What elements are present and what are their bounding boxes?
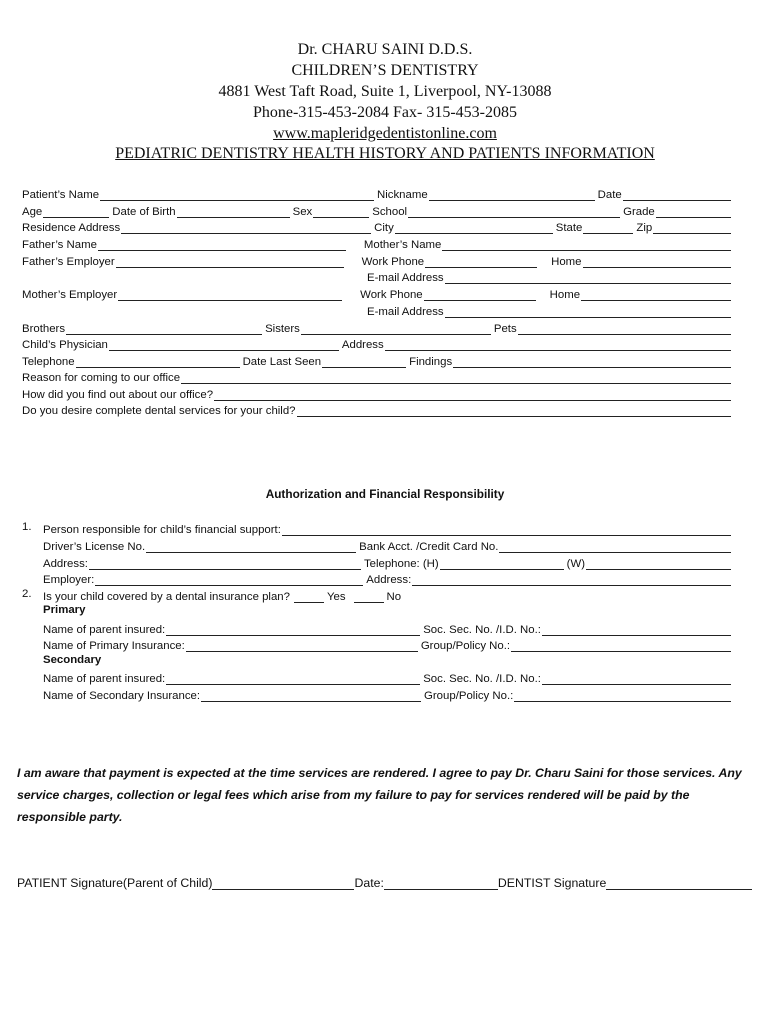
date-last-seen-field[interactable]: [322, 355, 406, 368]
row-telephone: [22, 352, 734, 368]
row-primary-parent: [43, 620, 734, 636]
row-resp-address: [43, 554, 734, 570]
secondary-ssn-label: Soc. Sec. No. /I.D. No.:: [423, 673, 541, 685]
row-fathers-employer: [22, 252, 734, 268]
bank-acct-field[interactable]: [499, 540, 731, 553]
grade-label: Grade: [623, 206, 655, 218]
physician-label: Child’s Physician: [22, 339, 108, 351]
signature-date-label: Date:: [354, 876, 384, 890]
resp-address-label: Address:: [43, 558, 88, 570]
sex-field[interactable]: [313, 205, 369, 218]
secondary-parent-field[interactable]: [166, 672, 420, 685]
sisters-field[interactable]: [301, 322, 491, 335]
mothers-name-label: Mother’s Name: [363, 239, 442, 251]
state-label: State: [555, 222, 583, 234]
practice-website[interactable]: www.mapleridgedentistonline.com: [273, 125, 497, 142]
resp-address-field[interactable]: [89, 557, 361, 570]
age-field[interactable]: [43, 205, 109, 218]
physician-address-field[interactable]: [385, 338, 731, 351]
secondary-group-field[interactable]: [514, 689, 731, 702]
desire-services-field[interactable]: [297, 404, 731, 417]
employer-field[interactable]: [95, 573, 363, 586]
brothers-field[interactable]: [66, 322, 262, 335]
mother-email-label: E-mail Address: [367, 306, 444, 318]
mother-work-phone-label: Work Phone: [360, 289, 423, 301]
telephone-label: Telephone: [22, 356, 75, 368]
row-reason: [22, 368, 734, 384]
findings-label: Findings: [409, 356, 453, 368]
row-desire-services: [22, 401, 734, 417]
grade-field[interactable]: [656, 205, 731, 218]
row-secondary-parent: [43, 669, 734, 685]
row-employer: [43, 570, 734, 586]
no-label: No: [386, 591, 402, 603]
form-title: [0, 145, 770, 163]
secondary-group-label: Group/Policy No.:: [424, 690, 514, 702]
payment-statement: I am aware that payment is expected at the time services are rendered. I agree to pay Dr. Charu Saini for those services. Any service charges, collection or legal fees which arise from my failure to pay for services rendered will be paid by the responsible party.: [17, 766, 742, 824]
state-field[interactable]: [583, 221, 633, 234]
pets-label: Pets: [493, 323, 517, 335]
employer-address-field[interactable]: [412, 573, 731, 586]
drivers-license-field[interactable]: [146, 540, 356, 553]
row-fathers-name: [22, 235, 734, 251]
residence-label: Residence Address: [22, 222, 121, 234]
physician-field[interactable]: [109, 338, 339, 351]
desire-services-label: Do you desire complete dental services for your child?: [22, 405, 296, 417]
secondary-insurance-field[interactable]: [201, 689, 421, 702]
fathers-name-field[interactable]: [98, 238, 346, 251]
mother-home-field[interactable]: [581, 288, 731, 301]
mothers-employer-field[interactable]: [118, 288, 342, 301]
row-mothers-employer: [22, 285, 734, 301]
zip-field[interactable]: [653, 221, 731, 234]
date-label: Date: [597, 189, 622, 201]
fathers-employer-label: Father’s Employer: [22, 256, 115, 268]
row-insurance-question: [43, 587, 443, 603]
primary-ssn-field[interactable]: [542, 623, 731, 636]
row-age: [22, 202, 734, 218]
drivers-license-label: Driver’s License No.: [43, 541, 146, 553]
practice-phone-fax: Phone-315-453-2084 Fax- 315-453-2085: [253, 104, 517, 121]
responsible-field[interactable]: [282, 523, 731, 536]
patient-name-field[interactable]: [100, 188, 374, 201]
row-how-found: [22, 385, 734, 401]
father-home-field[interactable]: [583, 255, 731, 268]
age-label: Age: [22, 206, 43, 218]
mothers-employer-label: Mother’s Employer: [22, 289, 118, 301]
city-label: City: [374, 222, 394, 234]
item-number-2: 2.: [22, 588, 32, 600]
telephone-field[interactable]: [76, 355, 240, 368]
secondary-heading: Secondary: [43, 654, 102, 666]
row-father-email: [367, 268, 734, 284]
row-siblings: [22, 319, 734, 335]
primary-heading: Primary: [43, 604, 86, 616]
telephone-w-label: (W): [566, 558, 586, 570]
primary-parent-field[interactable]: [166, 623, 420, 636]
row-secondary-insurance: [43, 686, 734, 702]
city-field[interactable]: [395, 221, 553, 234]
date-field[interactable]: [623, 188, 731, 201]
school-label: School: [372, 206, 408, 218]
practice-address: 4881 West Taft Road, Suite 1, Liverpool, NY-13088: [218, 83, 552, 100]
father-work-phone-label: Work Phone: [361, 256, 425, 268]
sisters-label: Sisters: [265, 323, 300, 335]
signature-row: [17, 876, 752, 890]
pets-field[interactable]: [518, 322, 731, 335]
practice-name: Dr. CHARU SAINI D.D.S.: [297, 41, 473, 58]
telephone-h-field[interactable]: [440, 557, 564, 570]
how-found-field[interactable]: [214, 388, 731, 401]
authorization-title: Authorization and Financial Responsibility: [265, 487, 505, 501]
primary-parent-label: Name of parent insured:: [43, 624, 166, 636]
insurance-yes-field[interactable]: [294, 590, 324, 603]
school-field[interactable]: [408, 205, 620, 218]
form-title-text: PEDIATRIC DENTISTRY HEALTH HISTORY AND PATIENTS INFORMATION: [115, 145, 655, 162]
brothers-label: Brothers: [22, 323, 66, 335]
nickname-label: Nickname: [377, 189, 428, 201]
primary-insurance-label: Name of Primary Insurance:: [43, 640, 185, 652]
patient-signature-label: PATIENT Signature(Parent of Child): [17, 876, 213, 890]
secondary-parent-label: Name of parent insured:: [43, 673, 166, 685]
telephone-w-field[interactable]: [586, 557, 731, 570]
fathers-name-label: Father’s Name: [22, 239, 97, 251]
father-email-label: E-mail Address: [367, 272, 444, 284]
insurance-question-label: Is your child covered by a dental insurance plan?: [43, 591, 290, 603]
father-work-phone-field[interactable]: [425, 255, 537, 268]
reason-field[interactable]: [181, 371, 731, 384]
dentist-signature-label: DENTIST Signature: [497, 876, 607, 890]
item-number-1: 1.: [22, 521, 32, 533]
mothers-name-field[interactable]: [442, 238, 731, 251]
row-primary-insurance: [43, 636, 734, 652]
primary-group-field[interactable]: [511, 639, 731, 652]
dob-field[interactable]: [177, 205, 290, 218]
primary-insurance-field[interactable]: [186, 639, 418, 652]
practice-subtitle: CHILDREN’S DENTISTRY: [291, 62, 479, 79]
patient-signature-field[interactable]: [212, 877, 354, 890]
row-physician: [22, 335, 734, 351]
father-email-field[interactable]: [445, 271, 731, 284]
row-drivers-license: [43, 537, 734, 553]
nickname-field[interactable]: [429, 188, 595, 201]
mother-work-phone-field[interactable]: [424, 288, 536, 301]
mother-email-field[interactable]: [445, 305, 731, 318]
how-found-label: How did you find out about our office?: [22, 389, 214, 401]
zip-label: Zip: [636, 222, 653, 234]
primary-ssn-label: Soc. Sec. No. /I.D. No.:: [423, 624, 541, 636]
signature-date-field[interactable]: [384, 877, 498, 890]
fathers-employer-field[interactable]: [116, 255, 344, 268]
father-home-label: Home: [551, 256, 582, 268]
yes-label: Yes: [326, 591, 346, 603]
row-mother-email: [367, 302, 734, 318]
insurance-no-field[interactable]: [354, 590, 384, 603]
employer-label: Employer:: [43, 574, 95, 586]
row-patient-name: [22, 185, 734, 201]
row-residence: [22, 218, 734, 234]
reason-label: Reason for coming to our office: [22, 372, 181, 384]
sex-label: Sex: [292, 206, 313, 218]
dob-label: Date of Birth: [112, 206, 176, 218]
primary-group-label: Group/Policy No.:: [420, 640, 511, 652]
secondary-insurance-label: Name of Secondary Insurance:: [43, 690, 201, 702]
mother-home-label: Home: [549, 289, 581, 301]
findings-field[interactable]: [453, 355, 731, 368]
row-responsible: [43, 520, 734, 536]
dentist-signature-field[interactable]: [606, 877, 752, 890]
bank-acct-label: Bank Acct. /Credit Card No.: [359, 541, 499, 553]
residence-field[interactable]: [121, 221, 371, 234]
physician-address-label: Address: [341, 339, 384, 351]
telephone-h-label: Telephone: (H): [363, 558, 439, 570]
date-last-seen-label: Date Last Seen: [242, 356, 322, 368]
patient-name-label: Patient’s Name: [22, 189, 100, 201]
responsible-label: Person responsible for child’s financial support:: [43, 524, 281, 536]
employer-address-label: Address:: [366, 574, 412, 586]
secondary-ssn-field[interactable]: [542, 672, 731, 685]
